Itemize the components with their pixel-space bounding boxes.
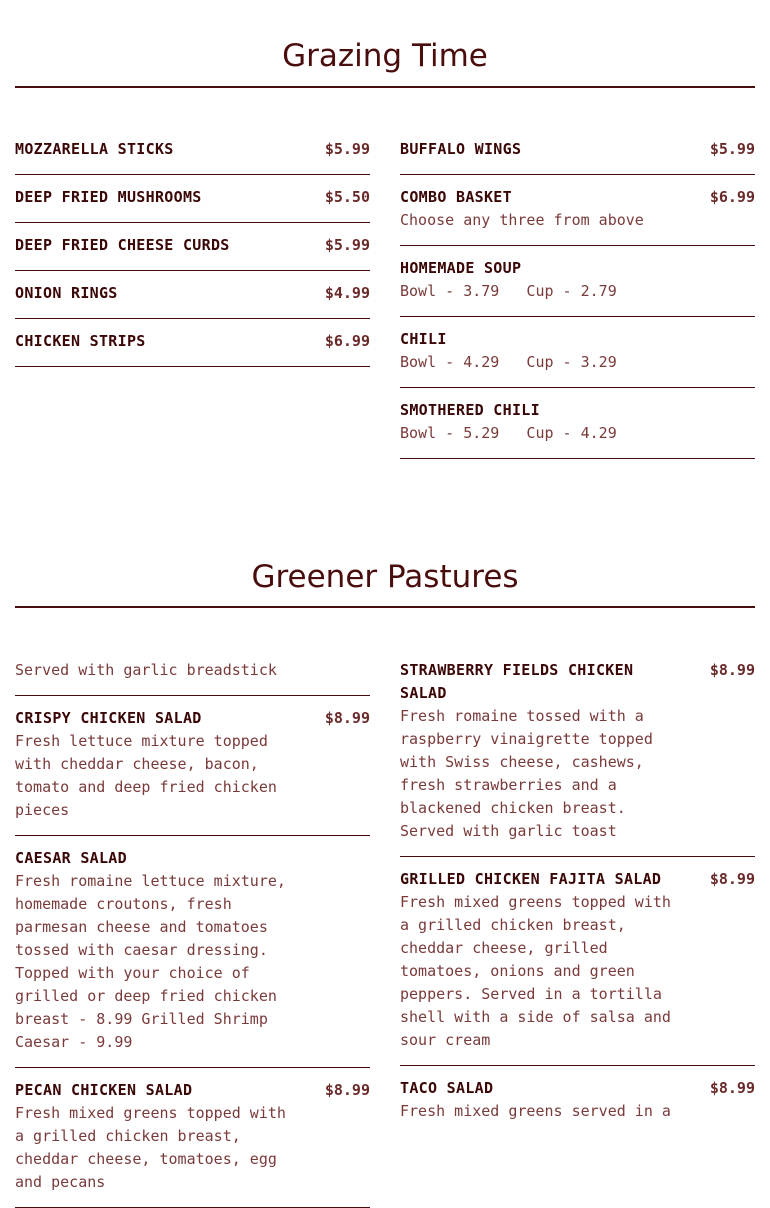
note-text: Served with garlic breadstick — [15, 661, 277, 679]
item-name: ONION RINGS — [15, 284, 118, 302]
menu-item — [400, 388, 755, 459]
item-description: Bowl - 5.29 Cup - 4.29 — [400, 424, 617, 442]
item-price: $8.99 — [709, 1079, 755, 1097]
item-description: Bowl - 3.79 Cup - 2.79 — [400, 282, 617, 300]
item-price: $8.99 — [324, 1081, 370, 1099]
menu-item — [15, 175, 370, 223]
item-name: CHICKEN STRIPS — [15, 332, 146, 350]
item-name: DEEP FRIED CHEESE CURDS — [15, 236, 230, 254]
item-price: $8.99 — [709, 870, 755, 888]
section-title-grazing: Grazing Time — [282, 38, 488, 74]
menu-item — [15, 319, 370, 367]
item-price: $6.99 — [324, 332, 370, 350]
menu-item — [400, 138, 755, 175]
menu-item — [15, 271, 370, 319]
title-divider — [15, 606, 755, 608]
grazing-left-column — [15, 138, 370, 367]
item-price: $5.99 — [709, 140, 755, 158]
item-name: MOZZARELLA STICKS — [15, 140, 174, 158]
section-title-pastures: Greener Pastures — [251, 559, 519, 595]
menu-item — [400, 246, 755, 317]
item-description: Fresh romaine tossed with a raspberry vinaigrette topped with Swiss cheese, cashews, fresh strawberries and a blackened chicken breast. Served with garlic toast — [400, 707, 653, 840]
item-name: SMOTHERED CHILI — [400, 401, 540, 419]
menu-item — [15, 836, 370, 1068]
menu-item — [400, 1066, 755, 1136]
menu-item — [400, 317, 755, 388]
item-price: $8.99 — [324, 709, 370, 727]
item-description: Fresh romaine lettuce mixture, homemade croutons, fresh parmesan cheese and tomatoes tossed with caesar dressing. Topped with your choice of grilled or deep fried chicken breast - 8.99 Grilled Shrimp Caesar - 9.99 — [15, 872, 286, 1051]
grazing-right-column — [400, 138, 755, 459]
item-price: $8.99 — [709, 661, 755, 679]
menu-item — [15, 223, 370, 271]
item-name: CRISPY CHICKEN SALAD — [15, 709, 202, 727]
item-price: $5.50 — [324, 188, 370, 206]
served-with-note — [15, 659, 370, 696]
pastures-left-column — [15, 659, 370, 1208]
item-description: Bowl - 4.29 Cup - 3.29 — [400, 353, 617, 371]
menu-item — [15, 1068, 370, 1208]
item-description: Fresh mixed greens topped with a grilled chicken breast, cheddar cheese, tomatoes, egg and pecans — [15, 1104, 286, 1191]
item-name: PECAN CHICKEN SALAD — [15, 1081, 193, 1099]
item-name: DEEP FRIED MUSHROOMS — [15, 188, 202, 206]
pastures-right-column — [400, 659, 755, 1136]
item-price: $5.99 — [324, 140, 370, 158]
menu-item — [400, 857, 755, 1066]
item-description: Fresh mixed greens topped with a grilled chicken breast, cheddar cheese, grilled tomatoes, onions and green peppers. Served in a tortilla shell with a side of salsa and sour cream — [400, 893, 671, 1049]
title-divider — [15, 86, 755, 88]
menu-item — [15, 696, 370, 836]
item-name: TACO SALAD — [400, 1079, 494, 1097]
item-price: $4.99 — [324, 284, 370, 302]
item-description: Fresh lettuce mixture topped with cheddar cheese, bacon, tomato and deep fried chicken pieces — [15, 732, 277, 819]
menu-item — [15, 138, 370, 175]
item-name: COMBO BASKET — [400, 188, 512, 206]
item-name: BUFFALO WINGS — [400, 140, 522, 158]
item-description: Choose any three from above — [400, 211, 644, 229]
item-price: $6.99 — [709, 188, 755, 206]
menu-item — [400, 659, 755, 857]
item-name: CAESAR SALAD — [15, 849, 127, 867]
menu-item — [400, 175, 755, 246]
item-price: $5.99 — [324, 236, 370, 254]
item-name: HOMEMADE SOUP — [400, 259, 522, 277]
item-name: CHILI — [400, 330, 447, 348]
item-description: Fresh mixed greens served in a — [400, 1102, 671, 1120]
item-name: GRILLED CHICKEN FAJITA SALAD — [400, 870, 662, 888]
item-name: STRAWBERRY FIELDS CHICKEN SALAD — [400, 661, 634, 702]
